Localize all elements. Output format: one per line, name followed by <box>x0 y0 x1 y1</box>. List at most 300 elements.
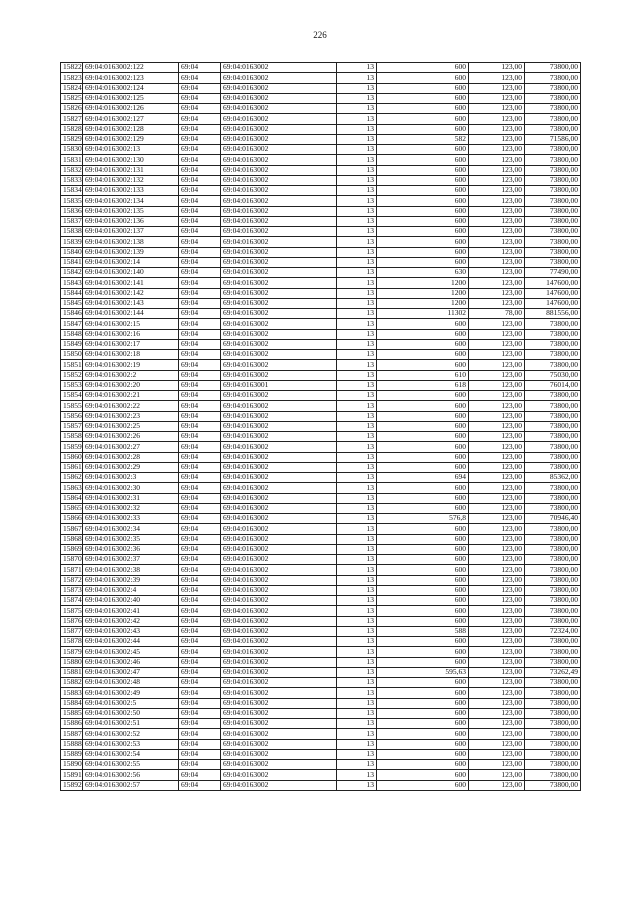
quarter-code-cell: 69:04:0163002 <box>221 749 337 759</box>
row-number-cell: 15872 <box>61 575 83 585</box>
row-number-cell: 15858 <box>61 432 83 442</box>
cadastral-value-cell: 72324,00 <box>525 626 581 636</box>
row-number-cell: 15842 <box>61 268 83 278</box>
rate-cell: 123,00 <box>469 657 525 667</box>
area-cell: 600 <box>377 411 469 421</box>
area-cell: 1200 <box>377 288 469 298</box>
category-code-cell: 13 <box>337 196 377 206</box>
cadastral-value-cell: 73800,00 <box>525 749 581 759</box>
cadastral-number-cell: 69:04:0163002:27 <box>83 442 179 452</box>
quarter-code-cell: 69:04:0163002 <box>221 278 337 288</box>
rate-cell: 123,00 <box>469 401 525 411</box>
table-row <box>61 114 581 124</box>
district-code-cell: 69:04 <box>179 350 221 360</box>
cadastral-number-cell: 69:04:0163002:137 <box>83 227 179 237</box>
cadastral-value-cell: 73800,00 <box>525 339 581 349</box>
cadastral-number-cell: 69:04:0163002:52 <box>83 729 179 739</box>
rate-cell: 123,00 <box>469 288 525 298</box>
category-code-cell: 13 <box>337 585 377 595</box>
rate-cell: 123,00 <box>469 145 525 155</box>
district-code-cell: 69:04 <box>179 647 221 657</box>
category-code-cell: 13 <box>337 503 377 513</box>
rate-cell: 123,00 <box>469 268 525 278</box>
table-row <box>61 503 581 513</box>
rate-cell: 123,00 <box>469 186 525 196</box>
district-code-cell: 69:04 <box>179 483 221 493</box>
category-code-cell: 13 <box>337 637 377 647</box>
rate-cell: 123,00 <box>469 216 525 226</box>
category-code-cell: 13 <box>337 452 377 462</box>
area-cell: 600 <box>377 688 469 698</box>
category-code-cell: 13 <box>337 73 377 83</box>
rate-cell: 123,00 <box>469 483 525 493</box>
rate-cell: 123,00 <box>469 360 525 370</box>
rate-cell: 123,00 <box>469 452 525 462</box>
district-code-cell: 69:04 <box>179 421 221 431</box>
cadastral-value-cell: 73800,00 <box>525 206 581 216</box>
rate-cell: 123,00 <box>469 411 525 421</box>
rate-cell: 123,00 <box>469 175 525 185</box>
cadastral-number-cell: 69:04:0163002:51 <box>83 719 179 729</box>
table-row <box>61 749 581 759</box>
cadastral-number-cell: 69:04:0163002:16 <box>83 329 179 339</box>
quarter-code-cell: 69:04:0163002 <box>221 688 337 698</box>
table-row <box>61 329 581 339</box>
district-code-cell: 69:04 <box>179 257 221 267</box>
cadastral-value-cell: 73262,49 <box>525 667 581 677</box>
table-row <box>61 524 581 534</box>
area-cell: 600 <box>377 708 469 718</box>
cadastral-value-cell: 73800,00 <box>525 678 581 688</box>
row-number-cell: 15873 <box>61 585 83 595</box>
table-row <box>61 319 581 329</box>
district-code-cell: 69:04 <box>179 278 221 288</box>
quarter-code-cell: 69:04:0163002 <box>221 370 337 380</box>
area-cell: 600 <box>377 739 469 749</box>
area-cell: 1200 <box>377 278 469 288</box>
row-number-cell: 15838 <box>61 227 83 237</box>
cadastral-value-cell: 73800,00 <box>525 391 581 401</box>
row-number-cell: 15876 <box>61 616 83 626</box>
row-number-cell: 15852 <box>61 370 83 380</box>
quarter-code-cell: 69:04:0163002 <box>221 606 337 616</box>
table-row <box>61 575 581 585</box>
quarter-code-cell: 69:04:0163002 <box>221 175 337 185</box>
district-code-cell: 69:04 <box>179 524 221 534</box>
rate-cell: 123,00 <box>469 770 525 780</box>
quarter-code-cell: 69:04:0163002 <box>221 739 337 749</box>
cadastral-value-cell: 73800,00 <box>525 698 581 708</box>
cadastral-number-cell: 69:04:0163002:41 <box>83 606 179 616</box>
table-row <box>61 186 581 196</box>
quarter-code-cell: 69:04:0163001 <box>221 380 337 390</box>
row-number-cell: 15850 <box>61 350 83 360</box>
row-number-cell: 15866 <box>61 514 83 524</box>
rate-cell: 123,00 <box>469 206 525 216</box>
rate-cell: 123,00 <box>469 350 525 360</box>
table-row <box>61 493 581 503</box>
quarter-code-cell: 69:04:0163002 <box>221 780 337 790</box>
area-cell: 600 <box>377 257 469 267</box>
area-cell: 600 <box>377 114 469 124</box>
quarter-code-cell: 69:04:0163002 <box>221 637 337 647</box>
row-number-cell: 15881 <box>61 667 83 677</box>
area-cell: 600 <box>377 339 469 349</box>
cadastral-value-cell: 73800,00 <box>525 165 581 175</box>
district-code-cell: 69:04 <box>179 401 221 411</box>
cadastral-value-cell: 73800,00 <box>525 442 581 452</box>
quarter-code-cell: 69:04:0163002 <box>221 63 337 73</box>
district-code-cell: 69:04 <box>179 165 221 175</box>
area-cell: 600 <box>377 216 469 226</box>
district-code-cell: 69:04 <box>179 93 221 103</box>
area-cell: 600 <box>377 63 469 73</box>
table-row <box>61 555 581 565</box>
district-code-cell: 69:04 <box>179 719 221 729</box>
cadastral-number-cell: 69:04:0163002:38 <box>83 565 179 575</box>
table-row <box>61 93 581 103</box>
cadastral-number-cell: 69:04:0163002:126 <box>83 104 179 114</box>
quarter-code-cell: 69:04:0163002 <box>221 575 337 585</box>
cadastral-number-cell: 69:04:0163002:23 <box>83 411 179 421</box>
district-code-cell: 69:04 <box>179 780 221 790</box>
quarter-code-cell: 69:04:0163002 <box>221 565 337 575</box>
table-row <box>61 483 581 493</box>
table-row <box>61 678 581 688</box>
area-cell: 694 <box>377 473 469 483</box>
table-row <box>61 729 581 739</box>
rate-cell: 123,00 <box>469 739 525 749</box>
cadastral-number-cell: 69:04:0163002:50 <box>83 708 179 718</box>
row-number-cell: 15824 <box>61 83 83 93</box>
category-code-cell: 13 <box>337 698 377 708</box>
cadastral-value-cell: 73800,00 <box>525 421 581 431</box>
cadastral-value-cell: 73800,00 <box>525 780 581 790</box>
table-row <box>61 247 581 257</box>
area-cell: 618 <box>377 380 469 390</box>
area-cell: 600 <box>377 155 469 165</box>
district-code-cell: 69:04 <box>179 268 221 278</box>
cadastral-number-cell: 69:04:0163002:42 <box>83 616 179 626</box>
table-row <box>61 134 581 144</box>
cadastral-value-cell: 71586,00 <box>525 134 581 144</box>
cadastral-value-cell: 73800,00 <box>525 63 581 73</box>
quarter-code-cell: 69:04:0163002 <box>221 708 337 718</box>
cadastral-number-cell: 69:04:0163002:14 <box>83 257 179 267</box>
rate-cell: 123,00 <box>469 114 525 124</box>
district-code-cell: 69:04 <box>179 247 221 257</box>
cadastral-number-cell: 69:04:0163002:33 <box>83 514 179 524</box>
cadastral-value-cell: 73800,00 <box>525 760 581 770</box>
rate-cell: 123,00 <box>469 514 525 524</box>
category-code-cell: 13 <box>337 565 377 575</box>
cadastral-number-cell: 69:04:0163002:43 <box>83 626 179 636</box>
district-code-cell: 69:04 <box>179 514 221 524</box>
rate-cell: 123,00 <box>469 165 525 175</box>
area-cell: 600 <box>377 360 469 370</box>
table-row <box>61 770 581 780</box>
area-cell: 600 <box>377 770 469 780</box>
table-row <box>61 698 581 708</box>
category-code-cell: 13 <box>337 483 377 493</box>
cadastral-number-cell: 69:04:0163002:144 <box>83 309 179 319</box>
cadastral-value-cell: 73800,00 <box>525 329 581 339</box>
table-row <box>61 647 581 657</box>
rate-cell: 123,00 <box>469 544 525 554</box>
area-cell: 600 <box>377 760 469 770</box>
quarter-code-cell: 69:04:0163002 <box>221 544 337 554</box>
row-number-cell: 15825 <box>61 93 83 103</box>
category-code-cell: 13 <box>337 391 377 401</box>
district-code-cell: 69:04 <box>179 63 221 73</box>
district-code-cell: 69:04 <box>179 534 221 544</box>
area-cell: 582 <box>377 134 469 144</box>
table-row <box>61 544 581 554</box>
table-row <box>61 473 581 483</box>
district-code-cell: 69:04 <box>179 329 221 339</box>
rate-cell: 123,00 <box>469 319 525 329</box>
cadastral-number-cell: 69:04:0163002:47 <box>83 667 179 677</box>
cadastral-number-cell: 69:04:0163002:142 <box>83 288 179 298</box>
table-row <box>61 565 581 575</box>
rate-cell: 123,00 <box>469 555 525 565</box>
cadastral-value-cell: 73800,00 <box>525 452 581 462</box>
row-number-cell: 15868 <box>61 534 83 544</box>
area-cell: 600 <box>377 606 469 616</box>
category-code-cell: 13 <box>337 575 377 585</box>
area-cell: 600 <box>377 237 469 247</box>
row-number-cell: 15889 <box>61 749 83 759</box>
district-code-cell: 69:04 <box>179 227 221 237</box>
row-number-cell: 15856 <box>61 411 83 421</box>
area-cell: 600 <box>377 575 469 585</box>
cadastral-value-cell: 73800,00 <box>525 83 581 93</box>
category-code-cell: 13 <box>337 247 377 257</box>
quarter-code-cell: 69:04:0163002 <box>221 268 337 278</box>
cadastral-number-cell: 69:04:0163002:123 <box>83 73 179 83</box>
table-row <box>61 196 581 206</box>
district-code-cell: 69:04 <box>179 585 221 595</box>
cadastral-number-cell: 69:04:0163002:53 <box>83 739 179 749</box>
row-number-cell: 15870 <box>61 555 83 565</box>
row-number-cell: 15863 <box>61 483 83 493</box>
row-number-cell: 15869 <box>61 544 83 554</box>
table-row <box>61 206 581 216</box>
category-code-cell: 13 <box>337 667 377 677</box>
district-code-cell: 69:04 <box>179 134 221 144</box>
area-cell: 600 <box>377 442 469 452</box>
rate-cell: 123,00 <box>469 391 525 401</box>
rate-cell: 123,00 <box>469 339 525 349</box>
cadastral-number-cell: 69:04:0163002:55 <box>83 760 179 770</box>
area-cell: 600 <box>377 391 469 401</box>
area-cell: 600 <box>377 432 469 442</box>
area-cell: 600 <box>377 493 469 503</box>
area-cell: 600 <box>377 483 469 493</box>
row-number-cell: 15888 <box>61 739 83 749</box>
table-row <box>61 534 581 544</box>
cadastral-value-cell: 73800,00 <box>525 104 581 114</box>
category-code-cell: 13 <box>337 473 377 483</box>
area-cell: 600 <box>377 124 469 134</box>
row-number-cell: 15861 <box>61 462 83 472</box>
area-cell: 11302 <box>377 309 469 319</box>
quarter-code-cell: 69:04:0163002 <box>221 647 337 657</box>
rate-cell: 123,00 <box>469 575 525 585</box>
cadastral-value-cell: 73800,00 <box>525 155 581 165</box>
row-number-cell: 15837 <box>61 216 83 226</box>
category-code-cell: 13 <box>337 421 377 431</box>
cadastral-number-cell: 69:04:0163002:25 <box>83 421 179 431</box>
cadastral-value-cell: 73800,00 <box>525 432 581 442</box>
cadastral-value-cell: 73800,00 <box>525 729 581 739</box>
quarter-code-cell: 69:04:0163002 <box>221 473 337 483</box>
cadastral-value-cell: 73800,00 <box>525 411 581 421</box>
cadastral-number-cell: 69:04:0163002:54 <box>83 749 179 759</box>
cadastral-number-cell: 69:04:0163002:37 <box>83 555 179 565</box>
table-row <box>61 298 581 308</box>
rate-cell: 123,00 <box>469 63 525 73</box>
table-row <box>61 360 581 370</box>
category-code-cell: 13 <box>337 534 377 544</box>
district-code-cell: 69:04 <box>179 298 221 308</box>
area-cell: 600 <box>377 637 469 647</box>
row-number-cell: 15862 <box>61 473 83 483</box>
district-code-cell: 69:04 <box>179 145 221 155</box>
table-row <box>61 780 581 790</box>
district-code-cell: 69:04 <box>179 186 221 196</box>
cadastral-number-cell: 69:04:0163002:15 <box>83 319 179 329</box>
cadastral-number-cell: 69:04:0163002:131 <box>83 165 179 175</box>
district-code-cell: 69:04 <box>179 657 221 667</box>
category-code-cell: 13 <box>337 729 377 739</box>
district-code-cell: 69:04 <box>179 380 221 390</box>
row-number-cell: 15831 <box>61 155 83 165</box>
table-row <box>61 216 581 226</box>
area-cell: 600 <box>377 73 469 83</box>
category-code-cell: 13 <box>337 329 377 339</box>
district-code-cell: 69:04 <box>179 503 221 513</box>
area-cell: 600 <box>377 227 469 237</box>
rate-cell: 123,00 <box>469 616 525 626</box>
cadastral-value-cell: 73800,00 <box>525 257 581 267</box>
row-number-cell: 15828 <box>61 124 83 134</box>
category-code-cell: 13 <box>337 719 377 729</box>
district-code-cell: 69:04 <box>179 698 221 708</box>
cadastral-value-cell: 73800,00 <box>525 688 581 698</box>
table-row <box>61 145 581 155</box>
table-row <box>61 73 581 83</box>
district-code-cell: 69:04 <box>179 493 221 503</box>
quarter-code-cell: 69:04:0163002 <box>221 196 337 206</box>
district-code-cell: 69:04 <box>179 678 221 688</box>
rate-cell: 123,00 <box>469 73 525 83</box>
cadastral-register-table <box>60 62 581 791</box>
row-number-cell: 15841 <box>61 257 83 267</box>
area-cell: 588 <box>377 626 469 636</box>
quarter-code-cell: 69:04:0163002 <box>221 73 337 83</box>
category-code-cell: 13 <box>337 678 377 688</box>
row-number-cell: 15879 <box>61 647 83 657</box>
district-code-cell: 69:04 <box>179 473 221 483</box>
district-code-cell: 69:04 <box>179 237 221 247</box>
quarter-code-cell: 69:04:0163002 <box>221 626 337 636</box>
table-row <box>61 63 581 73</box>
row-number-cell: 15847 <box>61 319 83 329</box>
district-code-cell: 69:04 <box>179 749 221 759</box>
row-number-cell: 15859 <box>61 442 83 452</box>
district-code-cell: 69:04 <box>179 83 221 93</box>
cadastral-number-cell: 69:04:0163002:139 <box>83 247 179 257</box>
district-code-cell: 69:04 <box>179 360 221 370</box>
area-cell: 600 <box>377 503 469 513</box>
area-cell: 576,8 <box>377 514 469 524</box>
table-row <box>61 432 581 442</box>
category-code-cell: 13 <box>337 216 377 226</box>
district-code-cell: 69:04 <box>179 175 221 185</box>
table-row <box>61 442 581 452</box>
cadastral-value-cell: 73800,00 <box>525 657 581 667</box>
table-row <box>61 350 581 360</box>
rate-cell: 123,00 <box>469 585 525 595</box>
row-number-cell: 15823 <box>61 73 83 83</box>
table-row <box>61 657 581 667</box>
row-number-cell: 15890 <box>61 760 83 770</box>
area-cell: 600 <box>377 247 469 257</box>
quarter-code-cell: 69:04:0163002 <box>221 319 337 329</box>
category-code-cell: 13 <box>337 268 377 278</box>
area-cell: 600 <box>377 462 469 472</box>
cadastral-number-cell: 69:04:0163002:45 <box>83 647 179 657</box>
row-number-cell: 15878 <box>61 637 83 647</box>
cadastral-number-cell: 69:04:0163002:140 <box>83 268 179 278</box>
rate-cell: 123,00 <box>469 227 525 237</box>
table-row <box>61 165 581 175</box>
table-row <box>61 760 581 770</box>
rate-cell: 123,00 <box>469 196 525 206</box>
page-number: 226 <box>313 30 327 40</box>
rate-cell: 123,00 <box>469 729 525 739</box>
quarter-code-cell: 69:04:0163002 <box>221 339 337 349</box>
area-cell: 600 <box>377 401 469 411</box>
district-code-cell: 69:04 <box>179 729 221 739</box>
quarter-code-cell: 69:04:0163002 <box>221 493 337 503</box>
district-code-cell: 69:04 <box>179 708 221 718</box>
cadastral-value-cell: 73800,00 <box>525 493 581 503</box>
cadastral-value-cell: 73800,00 <box>525 770 581 780</box>
table-row <box>61 309 581 319</box>
table-row <box>61 585 581 595</box>
row-number-cell: 15836 <box>61 206 83 216</box>
quarter-code-cell: 69:04:0163002 <box>221 514 337 524</box>
quarter-code-cell: 69:04:0163002 <box>221 288 337 298</box>
row-number-cell: 15877 <box>61 626 83 636</box>
row-number-cell: 15846 <box>61 309 83 319</box>
category-code-cell: 13 <box>337 339 377 349</box>
quarter-code-cell: 69:04:0163002 <box>221 421 337 431</box>
cadastral-value-cell: 73800,00 <box>525 534 581 544</box>
category-code-cell: 13 <box>337 544 377 554</box>
cadastral-number-cell: 69:04:0163002:17 <box>83 339 179 349</box>
cadastral-number-cell: 69:04:0163002:136 <box>83 216 179 226</box>
cadastral-value-cell: 73800,00 <box>525 462 581 472</box>
cadastral-number-cell: 69:04:0163002:141 <box>83 278 179 288</box>
cadastral-value-cell: 73800,00 <box>525 647 581 657</box>
cadastral-value-cell: 73800,00 <box>525 503 581 513</box>
cadastral-number-cell: 69:04:0163002:57 <box>83 780 179 790</box>
cadastral-number-cell: 69:04:0163002:130 <box>83 155 179 165</box>
district-code-cell: 69:04 <box>179 462 221 472</box>
